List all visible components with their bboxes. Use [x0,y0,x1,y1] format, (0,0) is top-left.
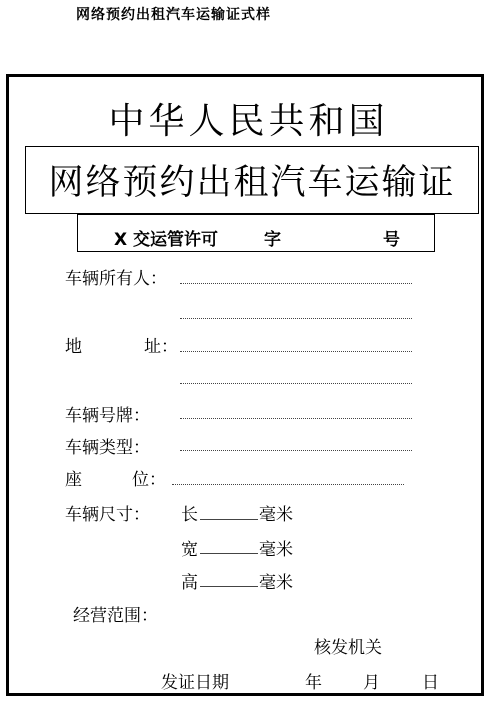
size-label: 车辆尺寸： [65,505,150,525]
owner-line [180,283,412,284]
type-line [180,450,412,451]
issue-day: 日 [422,673,439,693]
address-label-left: 地 [65,337,82,357]
issue-month: 月 [363,673,380,693]
owner-label: 车辆所有人： [65,269,167,289]
height-unit: 毫米 [259,573,293,593]
permit-number-box [77,214,435,252]
page-caption: 网络预约出租汽车运输证式样 [76,7,271,23]
scope-label: 经营范围： [73,606,158,626]
width-line [200,553,258,554]
owner-line-2 [180,318,412,319]
length-line [200,519,258,520]
length-unit: 毫米 [259,505,293,525]
plate-label: 车辆号牌： [65,406,150,426]
type-label: 车辆类型： [65,438,150,458]
address-line-2 [180,383,412,384]
width-label: 宽 [181,540,198,560]
length-label: 长 [181,505,198,525]
address-label-right: 址： [144,337,178,357]
certificate-title: 网络预约出租汽车运输证 [25,146,479,214]
permit-prefix: X 交运管许可 [114,230,219,250]
address-line [180,351,412,352]
height-line [200,586,258,587]
seat-label-left: 座 [65,470,82,490]
issue-year: 年 [305,673,322,693]
issuer-label: 核发机关 [314,638,382,658]
permit-hao: 号 [383,230,400,250]
width-unit: 毫米 [259,540,293,560]
seat-line [172,484,404,485]
height-label: 高 [181,573,198,593]
country-name: 中华人民共和国 [108,101,389,142]
permit-zi: 字 [264,230,281,250]
issue-date-label: 发证日期 [161,673,229,693]
plate-line [180,418,412,419]
seat-label-right: 位： [132,470,166,490]
